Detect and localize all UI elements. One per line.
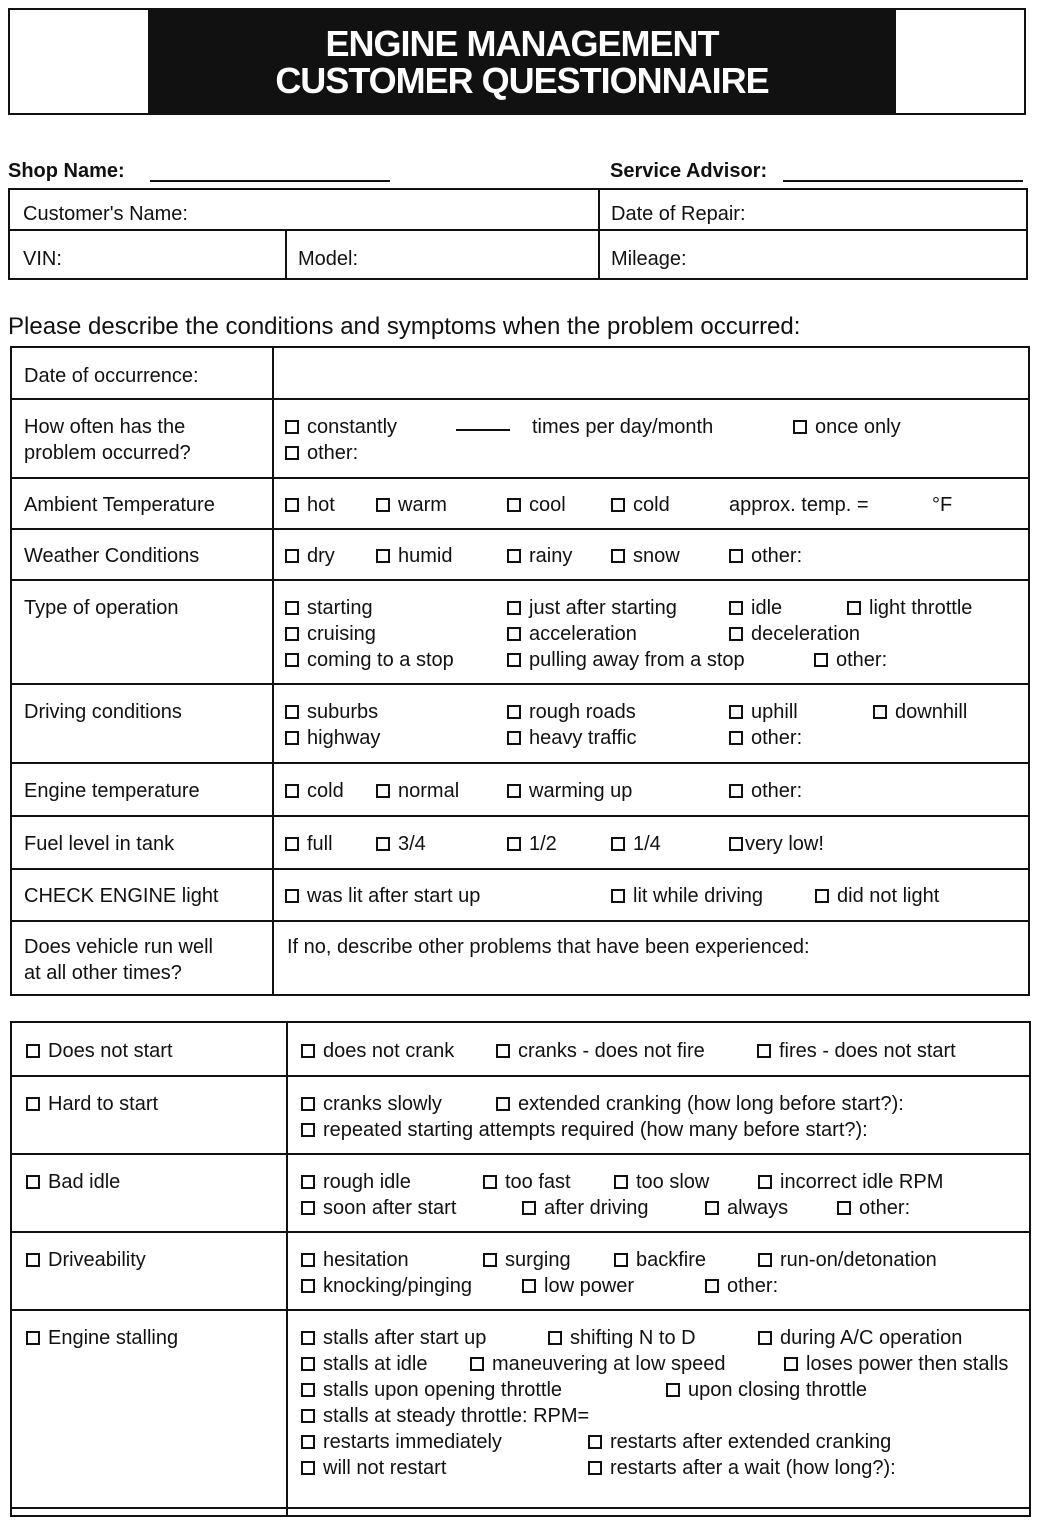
checkbox-icon <box>285 889 299 903</box>
opt-driveability-other[interactable]: other: <box>705 1275 778 1298</box>
checkbox-icon <box>729 731 743 745</box>
checkbox-icon <box>705 1201 719 1215</box>
title-line-1: ENGINE MANAGEMENT <box>325 22 719 64</box>
opt-downhill[interactable]: downhill <box>873 701 967 724</box>
other-problems-field[interactable] <box>276 958 1024 992</box>
checkbox-icon <box>301 1175 315 1189</box>
opt-humid[interactable]: humid <box>376 545 452 568</box>
how-often-label-1: How often has the <box>24 416 186 438</box>
checkbox-icon <box>507 731 521 745</box>
blank-line <box>456 429 510 431</box>
opt-rainy[interactable]: rainy <box>507 545 572 568</box>
opt-pulling-away[interactable]: pulling away from a stop <box>507 649 745 672</box>
checkbox-icon <box>729 627 743 641</box>
symptom-driveability[interactable]: Driveability <box>26 1249 146 1272</box>
opt-restarts-after-wait[interactable]: restarts after a wait (how long?): <box>588 1457 896 1480</box>
checkbox-icon <box>784 1357 798 1371</box>
opt-upon-closing[interactable]: upon closing throttle <box>666 1379 867 1402</box>
date-of-occurrence-label: Date of occurrence: <box>24 365 199 387</box>
opt-driving-other[interactable]: other: <box>729 727 802 750</box>
shop-name-field[interactable] <box>150 180 390 182</box>
opt-shifting-n-to-d[interactable]: shifting N to D <box>548 1327 696 1350</box>
checkbox-icon <box>301 1461 315 1475</box>
opt-weather-other[interactable]: other: <box>729 545 802 568</box>
checkbox-icon <box>847 601 861 615</box>
checkbox-icon <box>873 705 887 719</box>
checkbox-icon <box>729 705 743 719</box>
runs-well-note: If no, describe other problems that have been experienced: <box>287 936 810 958</box>
opt-rough-idle[interactable]: rough idle <box>301 1171 411 1194</box>
fuel-label: Fuel level in tank <box>24 833 175 855</box>
checkbox-icon <box>611 837 625 851</box>
model-field[interactable]: Model: <box>298 248 359 270</box>
opt-uphill[interactable]: uphill <box>729 701 798 724</box>
checkbox-icon <box>522 1201 536 1215</box>
customer-info-grid <box>8 188 1028 280</box>
opt-fuel-1-4[interactable]: 1/4 <box>611 833 661 856</box>
checkbox-icon <box>758 1331 772 1345</box>
opt-stalls-at-idle[interactable]: stalls at idle <box>301 1353 428 1376</box>
runs-well-label-2: at all other times? <box>24 962 182 984</box>
opt-extended-cranking[interactable]: extended cranking (how long before start?): <box>496 1093 904 1116</box>
opt-runon-detonation[interactable]: run-on/detonation <box>758 1249 937 1272</box>
opt-acceleration[interactable]: acceleration <box>507 623 637 646</box>
how-often-label-2: problem occurred? <box>24 442 191 464</box>
checkbox-icon <box>301 1097 315 1111</box>
checkbox-icon <box>837 1201 851 1215</box>
checkbox-icon <box>470 1357 484 1371</box>
opt-deceleration[interactable]: deceleration <box>729 623 860 646</box>
opt-loses-power[interactable]: loses power then stalls <box>784 1353 1008 1376</box>
checkbox-icon <box>507 498 521 512</box>
opt-soon-after-start[interactable]: soon after start <box>301 1197 456 1220</box>
checkbox-icon <box>285 653 299 667</box>
opt-after-driving[interactable]: after driving <box>522 1197 649 1220</box>
checkbox-icon <box>611 549 625 563</box>
checkbox-icon <box>285 446 299 460</box>
symptom-does-not-start[interactable]: Does not start <box>26 1040 173 1063</box>
checkbox-icon <box>758 1253 772 1267</box>
checkbox-icon <box>483 1175 497 1189</box>
checkbox-icon <box>376 784 390 798</box>
opt-warming-up[interactable]: warming up <box>507 780 632 803</box>
checkbox-icon <box>507 784 521 798</box>
opt-warm[interactable]: warm <box>376 494 447 517</box>
opt-engine-normal[interactable]: normal <box>376 780 459 803</box>
form-title <box>148 10 896 113</box>
checkbox-icon <box>285 498 299 512</box>
checkbox-icon <box>301 1357 315 1371</box>
checkbox-icon <box>729 601 743 615</box>
checkbox-icon <box>757 1044 771 1058</box>
ambient-temp-label: Ambient Temperature <box>24 494 215 516</box>
opt-hot[interactable]: hot <box>285 494 335 517</box>
runs-well-label-1: Does vehicle run well <box>24 936 213 958</box>
checkbox-icon <box>285 837 299 851</box>
checkbox-icon <box>729 549 743 563</box>
opt-dry[interactable]: dry <box>285 545 335 568</box>
opt-cold-ambient[interactable]: cold <box>611 494 670 517</box>
service-advisor-field[interactable] <box>783 180 1023 182</box>
opt-hesitation[interactable]: hesitation <box>301 1249 409 1272</box>
opt-just-after-starting[interactable]: just after starting <box>507 597 677 620</box>
checkbox-icon <box>285 784 299 798</box>
checkbox-icon <box>588 1435 602 1449</box>
checkbox-icon <box>301 1435 315 1449</box>
weather-label: Weather Conditions <box>24 545 200 567</box>
mileage-field[interactable]: Mileage: <box>611 248 687 270</box>
opt-lit-while-driving[interactable]: lit while driving <box>611 885 763 908</box>
checkbox-icon <box>758 1175 772 1189</box>
checkbox-icon <box>496 1044 510 1058</box>
opt-surging[interactable]: surging <box>483 1249 571 1272</box>
opt-rough-roads[interactable]: rough roads <box>507 701 636 724</box>
checkbox-icon <box>285 420 299 434</box>
checkbox-icon <box>301 1383 315 1397</box>
checkbox-icon <box>301 1253 315 1267</box>
opt-stalls-opening[interactable]: stalls upon opening throttle <box>301 1379 562 1402</box>
checkbox-icon <box>507 549 521 563</box>
checkbox-icon <box>705 1279 719 1293</box>
opt-does-not-crank[interactable]: does not crank <box>301 1040 454 1063</box>
operation-label: Type of operation <box>24 597 179 619</box>
opt-will-not-restart[interactable]: will not restart <box>301 1457 446 1480</box>
checkbox-icon <box>729 784 743 798</box>
opt-heavy-traffic[interactable]: heavy traffic <box>507 727 636 750</box>
checkbox-icon <box>301 1331 315 1345</box>
checkbox-icon <box>285 731 299 745</box>
checkbox-icon <box>614 1175 628 1189</box>
checkbox-icon <box>376 549 390 563</box>
symptom-hard-to-start[interactable]: Hard to start <box>26 1093 158 1116</box>
vin-field[interactable]: VIN: <box>23 248 62 270</box>
checkbox-icon <box>548 1331 562 1345</box>
opt-always[interactable]: always <box>705 1197 788 1220</box>
checkbox-icon <box>507 653 521 667</box>
opt-fires-no-start[interactable]: fires - does not start <box>757 1040 956 1063</box>
checkbox-icon <box>793 420 807 434</box>
checkbox-icon <box>611 889 625 903</box>
opt-light-throttle[interactable]: light throttle <box>847 597 972 620</box>
opt-did-not-light[interactable]: did not light <box>815 885 939 908</box>
opt-fuel-full[interactable]: full <box>285 833 333 856</box>
opt-repeated-attempts[interactable]: repeated starting attempts required (how many before start?): <box>301 1119 868 1142</box>
date-of-occurrence-field[interactable] <box>276 350 1024 396</box>
opt-starting[interactable]: starting <box>285 597 373 620</box>
opt-constantly[interactable]: constantly <box>285 416 397 439</box>
opt-fuel-1-2[interactable]: 1/2 <box>507 833 557 856</box>
opt-fuel-very-low[interactable]: very low! <box>729 833 824 856</box>
opt-once-only[interactable]: once only <box>793 416 901 439</box>
header <box>8 8 1026 115</box>
checkbox-icon <box>26 1097 40 1111</box>
opt-backfire[interactable]: backfire <box>614 1249 706 1272</box>
checkbox-icon <box>26 1175 40 1189</box>
driving-label: Driving conditions <box>24 701 182 723</box>
opt-idle[interactable]: idle <box>729 597 782 620</box>
opt-stalls-steady[interactable]: stalls at steady throttle: RPM= <box>301 1405 589 1428</box>
opt-operation-other[interactable]: other: <box>814 649 887 672</box>
checkbox-icon <box>729 837 743 851</box>
checkbox-icon <box>507 601 521 615</box>
opt-during-ac[interactable]: during A/C operation <box>758 1327 962 1350</box>
checkbox-icon <box>26 1044 40 1058</box>
opt-cranks-no-fire[interactable]: cranks - does not fire <box>496 1040 705 1063</box>
shop-name-label: Shop Name: <box>8 160 125 182</box>
checkbox-icon <box>588 1461 602 1475</box>
checkbox-icon <box>522 1279 536 1293</box>
checkbox-icon <box>301 1201 315 1215</box>
title-line-2: CUSTOMER QUESTIONNAIRE <box>275 59 769 101</box>
opt-fuel-3-4[interactable]: 3/4 <box>376 833 426 856</box>
opt-how-often-other[interactable]: other: <box>285 442 358 465</box>
checkbox-icon <box>814 653 828 667</box>
opt-suburbs[interactable]: suburbs <box>285 701 378 724</box>
opt-cruising[interactable]: cruising <box>285 623 376 646</box>
checkbox-icon <box>507 837 521 851</box>
checkbox-icon <box>614 1253 628 1267</box>
approx-temp-label: approx. temp. = <box>729 494 869 516</box>
opt-restarts-extended[interactable]: restarts after extended cranking <box>588 1431 891 1454</box>
opt-restarts-immediately[interactable]: restarts immediately <box>301 1431 502 1454</box>
checkbox-icon <box>507 705 521 719</box>
check-engine-label: CHECK ENGINE light <box>24 885 219 907</box>
opt-engine-cold[interactable]: cold <box>285 780 344 803</box>
checkbox-icon <box>26 1331 40 1345</box>
opt-low-power[interactable]: low power <box>522 1275 634 1298</box>
opt-lit-after-start[interactable]: was lit after start up <box>285 885 480 908</box>
checkbox-icon <box>285 549 299 563</box>
checkbox-icon <box>496 1097 510 1111</box>
service-advisor-label: Service Advisor: <box>610 160 768 182</box>
times-per-label: times per day/month <box>532 416 714 438</box>
conditions-table <box>10 346 1030 996</box>
symptom-bad-idle[interactable]: Bad idle <box>26 1171 120 1194</box>
opt-knocking[interactable]: knocking/pinging <box>301 1275 472 1298</box>
checkbox-icon <box>507 627 521 641</box>
opt-incorrect-idle-rpm[interactable]: incorrect idle RPM <box>758 1171 943 1194</box>
opt-idle-other[interactable]: other: <box>837 1197 910 1220</box>
opt-maneuvering[interactable]: maneuvering at low speed <box>470 1353 725 1376</box>
checkbox-icon <box>301 1044 315 1058</box>
times-per-day-field[interactable] <box>456 416 510 439</box>
opt-cool[interactable]: cool <box>507 494 566 517</box>
opt-too-slow[interactable]: too slow <box>614 1171 709 1194</box>
checkbox-icon <box>301 1123 315 1137</box>
temp-unit: °F <box>932 494 953 516</box>
checkbox-icon <box>285 705 299 719</box>
engine-temp-label: Engine temperature <box>24 780 200 802</box>
symptoms-table <box>10 1021 1031 1517</box>
opt-stalls-after-start[interactable]: stalls after start up <box>301 1327 486 1350</box>
checkbox-icon <box>301 1409 315 1423</box>
checkbox-icon <box>301 1279 315 1293</box>
opt-snow[interactable]: snow <box>611 545 680 568</box>
checkbox-icon <box>285 601 299 615</box>
checkbox-icon <box>483 1253 497 1267</box>
instructions: Please describe the conditions and symptoms when the problem occurred: <box>8 313 801 340</box>
checkbox-icon <box>376 837 390 851</box>
opt-highway[interactable]: highway <box>285 727 380 750</box>
date-of-repair-field[interactable]: Date of Repair: <box>611 203 746 225</box>
checkbox-icon <box>285 627 299 641</box>
opt-cranks-slowly[interactable]: cranks slowly <box>301 1093 442 1116</box>
symptom-engine-stalling[interactable]: Engine stalling <box>26 1327 178 1350</box>
checkbox-icon <box>815 889 829 903</box>
checkbox-icon <box>376 498 390 512</box>
checkbox-icon <box>666 1383 680 1397</box>
customer-name-field[interactable]: Customer's Name: <box>23 203 188 225</box>
opt-engine-temp-other[interactable]: other: <box>729 780 802 803</box>
checkbox-icon <box>26 1253 40 1267</box>
checkbox-icon <box>611 498 625 512</box>
opt-too-fast[interactable]: too fast <box>483 1171 571 1194</box>
opt-coming-to-stop[interactable]: coming to a stop <box>285 649 454 672</box>
